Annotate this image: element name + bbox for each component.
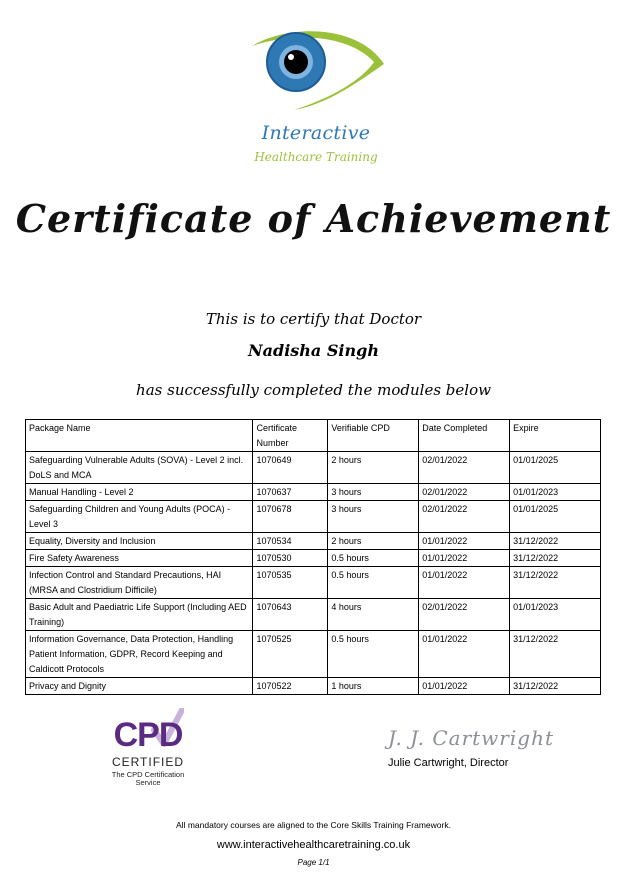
header-package-name: Package Name (26, 420, 253, 452)
cell-package: Equality, Diversity and Inclusion (26, 533, 253, 550)
cell-expire: 31/12/2022 (510, 678, 601, 695)
cpd-badge-service (100, 771, 196, 787)
cell-cpd: 0.5 hours (328, 631, 419, 678)
cell-package: Safeguarding Vulnerable Adults (SOVA) - Level 2 incl. DoLS and MCA (26, 452, 253, 484)
table-row (26, 678, 601, 695)
cell-expire: 01/01/2023 (510, 599, 601, 631)
company-logo (236, 24, 396, 164)
certify-line: This is to certify that Doctor (205, 310, 422, 328)
cpd-badge-letters: CPD (113, 716, 183, 754)
header-verifiable-cpd: Verifiable CPD (328, 420, 419, 452)
cpd-certified-badge (100, 708, 196, 792)
cell-cpd: 3 hours (328, 484, 419, 501)
director-signature: J. J. Cartwright (388, 726, 554, 750)
cell-date: 01/01/2022 (419, 567, 510, 599)
cell-certificate: 1070678 (253, 501, 328, 533)
cell-cpd: 3 hours (328, 501, 419, 533)
cell-date: 01/01/2022 (419, 678, 510, 695)
certificate-title: Certificate of Achievement (15, 196, 612, 241)
cell-expire: 31/12/2022 (510, 550, 601, 567)
cell-expire: 31/12/2022 (510, 567, 601, 599)
table-row (26, 599, 601, 631)
modules-table (25, 419, 601, 695)
cell-cpd: 2 hours (328, 533, 419, 550)
cpd-service-line2: Service (135, 778, 161, 787)
signatory-name: Julie Cartwright, Director (388, 757, 509, 769)
cell-date: 01/01/2022 (419, 550, 510, 567)
cell-cpd: 4 hours (328, 599, 419, 631)
cell-expire: 01/01/2025 (510, 452, 601, 484)
cell-package: Fire Safety Awareness (26, 550, 253, 567)
cell-certificate: 1070637 (253, 484, 328, 501)
logo-text-interactive: Interactive (261, 122, 371, 144)
cell-date: 02/01/2022 (419, 452, 510, 484)
table-row (26, 631, 601, 678)
cell-expire: 31/12/2022 (510, 533, 601, 550)
cell-date: 01/01/2022 (419, 533, 510, 550)
header-certificate-number: Certificate Number (253, 420, 328, 452)
cell-certificate: 1070643 (253, 599, 328, 631)
page-number: Page 1/1 (297, 858, 330, 867)
website-link[interactable]: www.interactivehealthcaretraining.co.uk (216, 839, 411, 851)
cell-package: Safeguarding Children and Young Adults (POCA) - Level 3 (26, 501, 253, 533)
cell-expire: 01/01/2023 (510, 484, 601, 501)
table-row (26, 533, 601, 550)
cell-cpd: 0.5 hours (328, 550, 419, 567)
cell-date: 02/01/2022 (419, 484, 510, 501)
cell-cpd: 1 hours (328, 678, 419, 695)
cell-date: 02/01/2022 (419, 599, 510, 631)
cell-package: Privacy and Dignity (26, 678, 253, 695)
cell-certificate: 1070649 (253, 452, 328, 484)
footer-note: All mandatory courses are aligned to the Core Skills Training Framework. (176, 820, 451, 830)
cell-package: Manual Handling - Level 2 (26, 484, 253, 501)
cell-cpd: 2 hours (328, 452, 419, 484)
table-row (26, 567, 601, 599)
table-row (26, 501, 601, 533)
cpd-badge-certified: CERTIFIED (111, 755, 185, 769)
cell-expire: 01/01/2025 (510, 501, 601, 533)
logo-text-healthcare-training: Healthcare Training (254, 150, 378, 164)
cell-package: Infection Control and Standard Precautions, HAI (MRSA and Clostridium Difficile) (26, 567, 253, 599)
cpd-service-line1: The CPD Certification (111, 770, 185, 779)
cell-certificate: 1070522 (253, 678, 328, 695)
table-row (26, 452, 601, 484)
cell-certificate: 1070525 (253, 631, 328, 678)
cell-certificate: 1070534 (253, 533, 328, 550)
recipient-name: Nadisha Singh (248, 341, 379, 360)
completed-line: has successfully completed the modules below (136, 381, 491, 399)
cell-date: 01/01/2022 (419, 631, 510, 678)
eye-logo-icon (248, 24, 388, 120)
table-header-row (26, 420, 601, 452)
cell-certificate: 1070530 (253, 550, 328, 567)
cell-package: Information Governance, Data Protection, Handling Patient Information, GDPR, Record Keeping and Caldicott Protocols (26, 631, 253, 678)
cell-package: Basic Adult and Paediatric Life Support (Including AED Training) (26, 599, 253, 631)
table-row (26, 550, 601, 567)
cell-certificate: 1070535 (253, 567, 328, 599)
cell-expire: 31/12/2022 (510, 631, 601, 678)
cell-cpd: 0.5 hours (328, 567, 419, 599)
table-row (26, 484, 601, 501)
header-expire: Expire (510, 420, 601, 452)
header-date-completed: Date Completed (419, 420, 510, 452)
cell-date: 02/01/2022 (419, 501, 510, 533)
